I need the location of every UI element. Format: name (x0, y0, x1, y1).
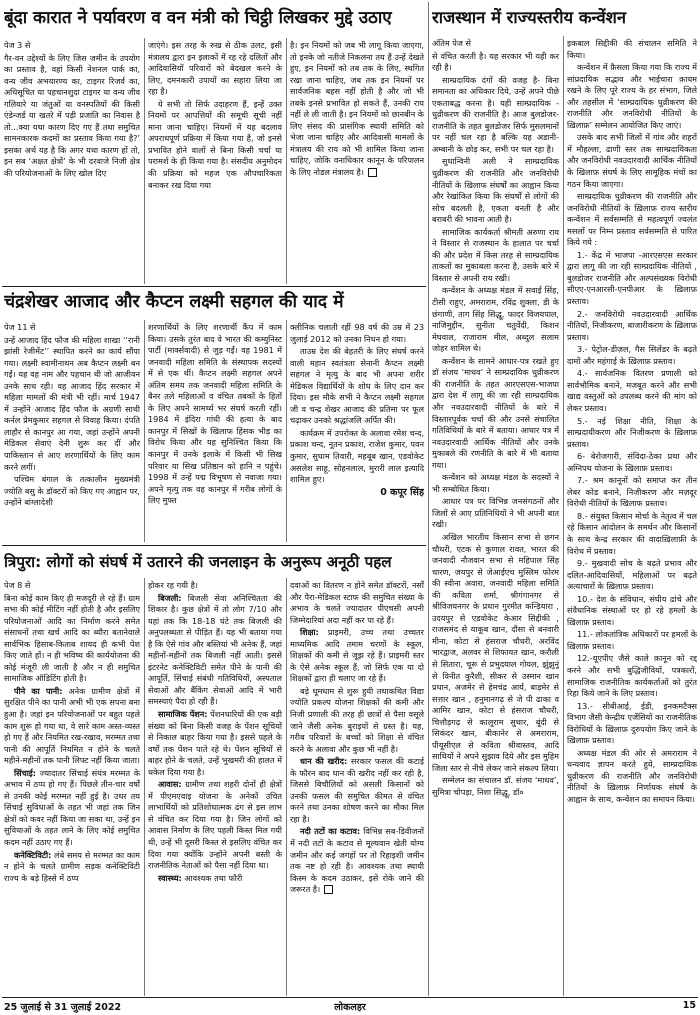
article3-paragraph: शरणार्थियों के लिए शरणार्थी कैंप में काम किया। उसके तुरंत बाद वे भारत की कम्युनिस्ट पार्टी (मार्क्सवादी) से जुड़ गईं। वह 1981 में जनवादी महिला समिति के संस्थापक सदस्यों में से एक थीं। कैप्टन लक्ष्मी सहगल अपने अंतिम समय तक जनवादी महिला समिति के बैनर तले महिलाओं व वंचित तबकों के हितों के लिए अपने सामर्थ्य भर संघर्ष करती रहीं। 1984 में इंदिरा गांधी की हत्या के बाद कानपुर में सिखों के खिलाफ हिंसक भीड़ का विरोध किया और यह सुनिश्चित किया कि कानपुर में उनके इलाके में किसी भी सिख परिवार या सिख प्रतिष्ठान को हानि न पहुंचे। 1998 में उन्हें पद्म विभूषण से नवाजा गया। अपने मृत्यु तक वह कानपुर में गरीब लोगों के लिए मुफ्त (148, 322, 282, 506)
article3-headline: चंद्रशेखर आजाद और कैप्टन लक्ष्मी सहगल की याद में (4, 292, 344, 312)
article3-paragraph: क्लीनिक चलाती रहीं 98 वर्ष की उम्र में 23 जुलाई 2012 को उनका निधन हो गया। (290, 322, 424, 344)
article1-continued-from: पेज 3 से (4, 40, 31, 50)
article4-paragraph: कनेक्टिविटी: लंबे समय से मरम्मत का काम न होने के चलते ग्रामीण सड़क कनेक्टिविटी राज्य के बड़े हिस्से में ठप्प (4, 849, 140, 883)
article4-column-3 (290, 580, 424, 996)
article3-column-2 (148, 322, 282, 542)
article1-column-3 (290, 40, 424, 284)
resolution-item: 9.- मुखवादी सोच के बढ़ते प्रभाव और दलित-आदिवासियों, महिलाओं पर बढ़ते अत्याचारों के ख़िलाफ़ प्रस्ताव। (567, 558, 697, 592)
article2-paragraph: कन्वेंशन के अध्यक्ष मंडल में सवाई सिंह, टीसी राहुए, अमराराम, रविंद्र शुक्ला, डी के छंगाणी, ताग सिंह सिद्धू, फादर विजयपाल, नाजिमुद्दीन, सुनीता चतुर्वेदी, किशन मेघवाल, राजाराम मील, अब्दुल सलाम जोहर शामिल थे। (432, 285, 559, 354)
article3-continued-from: पेज 11 से (4, 322, 36, 332)
column-rule (144, 38, 145, 284)
article4-paragraph: पीने का पानी: अनेक ग्रामीण क्षेत्रों में सुरक्षित पीने का पानी अभी भी एक सपना बना हुआ है। जहां इन परियोजनाओं पर बहुत पहले काम शुरू हो गया था, वे सारे काम अस्त-व्यस्त हो गए हैं और नियमित रख-रखाव, मरम्मत तथा पानी की आपूर्ति नियमित न होने के चलते महीने-महीनों तक पानी लिफ्ट नहीं किया जाता। (4, 685, 140, 766)
resolution-item: 7.- श्रम कानूनों को समाप्त कर तीन लेबर कोड बनाने, निजीकरण और मज़दूर विरोधी नीतियों के खिलाफ प्रस्ताव। (567, 475, 697, 509)
article1-column-2 (148, 40, 282, 284)
article4-column-2 (148, 580, 282, 996)
resolution-item: 4.- सार्वजनिक वितरण प्रणाली को सार्वभौमिक बनाने, मजबूत करने और सभी खाद्य वस्तुओं को उपलब्ध करने की मांग को लेकर प्रस्ताव। (567, 368, 697, 413)
resolution-item: 8.- संयुक्त किसान मोर्चा के नेतृत्व में चल रहे किसान आंदोलन के समर्थन और किसानों के साथ केन्द्र सरकार की वादाख़िलाफ़ी के विरोध में प्रस्ताव। (567, 510, 697, 556)
article2-paragraph: से वंचित करती है। यह सरकार भी यही कर रही है। (432, 50, 559, 73)
article1-paragraph: है। इन नियमों को जब भी लागू किया जाएगा, तो इनके जो नतीजे निकलना तय हैं उन्हें देखते हुए, इन नियमों को तब तक के लिए, स्थगित रखा जाना चाहिए, जब तक इन नियमों पर सार्वजनिक बहस नहीं होती है और जो भी तबके इनसे प्रभावित हो सकते हैं, उनकी राय नहीं ले ली जाती है। इन नियमों को छानबीन के लिए संसद की प्रासंगिक स्थायी समिति को भेजा जाना चाहिए और आदिवासी मामलों के मंत्रालय की राय को भी शामिल किया जाना चाहिए, जोकि वनाधिकार कानून के परिपालन के लिए नोडल मंत्रालय है। (290, 40, 424, 178)
article3-byline: 0 कपूर सिंह (380, 486, 424, 498)
article1-column-1 (4, 40, 140, 284)
article2-paragraph: कन्वेंशन के सामने आधार-पत्र रखते हुए डॉ संजय ‘माधव’ ने साम्प्रदायिक धुव्रीकरण की राजनीति के तहत आरएसएस-भाजपा द्वारा देश में लागू की जा रही साम्प्रदायिक और नवउदारवादी नीतियों के बारे में विस्तारपूर्वक चर्चा की और उनसे संचालित गतिविधियों के बारे में बताया। आधार पत्र में नवउदारवादी आर्थिक नीतियों और उनके मुकाबले की रणनीति के बारे में भी बताया गया। (432, 355, 559, 470)
article1-paragraph: जाएंगे। इस तरह के रुख से ठीक उलट, इसी मंत्रालय द्वारा इन इलाकों में रह रहे दलितों और आदिवासियों परिवारों को बेदखल करने के लिए, दमनकारी उपायों का सहारा लिया जा रहा है। (148, 40, 282, 97)
article2-paragraph: कन्वेंशन में फ़ैसला किया गया कि राज्य में सांप्रदायिक सद्भाव और भाईचारा क़ायम रखने के लिए पूरे राज्य के हर संभाग, जिले और तहसील में ‘साम्प्रदायिक धुव्रीकरण की राजनीति और जनविरोधी नीतियों के ख़िलाफ़’ सम्मेलन आयोजित किए जाएं। (567, 62, 697, 130)
article3-column-3 (290, 322, 424, 542)
article4-paragraph: सिंचाई: ज्यादातर सिंचाई संयंत्र मरम्मत के अभाव में ठप्प हो गए हैं। पिछले तीन-चार वर्षों से उनकी कोई मरम्मत नहीं हुई है। उधर तय सिंचाई सुविधाओं के तहत भी जहां तक जिन क्षेत्रों को कवर नहीं किया जा सका था, उन्हें इन सुविधाओं के तहत लाने के लिए कोई समुचित कदम नहीं उठाए गए हैं। (4, 767, 140, 848)
article3-paragraph: उन्हें आजाद हिंद फौज की महिला शाखा ‘‘रानी झांसी रेजीमेंट’’ स्थापित करने का कार्य सौंपा गया। लक्ष्मी स्वामीनाथन अब कैप्टन लक्ष्मी बन गईं। यह वह नाम और पहचान थी जो आजीवन उनके साथ रही। वह आजाद हिंद सरकार में महिला मामलों की मंत्री भी रहीं। मार्च 1947 में उन्होंने आजाद हिंद फौज के अग्रणी साथी कर्नल प्रेमकुमार सहगल से विवाह किया। दंपति लाहौर से कानपुर आ गया, जहां उन्होंने अपनी मेडिकल सेवाएं देनी शुरू कर दीं और पाकिस्तान से आए शरणार्थियों के लिए काम करने लगीं। (4, 334, 140, 472)
resolution-item: 12.-यूएपीए जैसे काले क़ानून को रद्द करने और सभी बुद्धिजीवियों, पत्रकारों, सामाजिक राजनीतिक कार्यकर्ताओं को तुरंत रिहा किये जाने के लिए प्रस्ताव। (567, 653, 697, 699)
article3-paragraph: ताउम्र देश की बेहतरी के लिए संघर्ष करने वाली महान स्वतंत्रता सेनानी कैप्टन लक्ष्मी सहगल ने मृत्यु के बाद भी अपना शरीर मेडिकल विद्यार्थियों के शोध के लिए दान कर दिया। इस मौके सभी ने कैप्टन लक्ष्मी सहगल जी व चन्द्र शेखर आजाद की प्रतिमा पर फूल चढ़ाकर उनको श्रद्धांजलि अर्पित की। (290, 346, 424, 426)
article-end-mark (324, 885, 333, 894)
article2-column-2 (567, 38, 697, 996)
article4-headline: त्रिपुरा: लोगों को संघर्ष में उतारने की जनलाइन के अनुरूप अनूठी पहल (4, 553, 392, 571)
article1-headline: बूंदा कारात ने पर्यावरण व वन मंत्री को चिट्ठी लिखकर मुद्दे उठाए (4, 8, 392, 28)
article-end-mark (368, 168, 377, 177)
column-rule (144, 320, 145, 542)
resolution-item: 1.- केंद्र में भाजपा -आरएसएस सरकार द्वारा लागू की जा रही साम्प्रदायिक नीतियों , बुलडोजर राजनीति और अल्पसंख्यक विरोधी सीएए-एनआरसी-एनपीआर के ख़िलाफ़ प्रस्ताव। (567, 249, 697, 307)
section-divider (2, 286, 426, 287)
article2-paragraph: साम्प्रदायिक दंगों की वजह है- बिना समानता का अधिकार दिये, उन्हें अपने पीछे एकताबद्ध करना है। यही साम्प्रदायिक - धुव्रीकरण की राजनीति है। आज बुलडोजर-राजनीति के तहत बुलडोजर सिर्फ मुसलमानों पर नहीं चल रहा है बल्कि यह अडानी-अम्बानी के छोड़ कर, सभी पर चल रहा है। (432, 74, 559, 154)
column-rule (286, 578, 287, 996)
article4-paragraph: आवास: ग्रामीण तथा शहरी दोनों ही क्षेत्रों में पीएमएवाइ योजना के अनेकों उचित लाभार्थियों को प्रतिशोधात्मक ढंग से इस लाभ से वंचित कर दिया गया है। जिन लोगों को आवास निर्माण के लिए पहली किस्त मिल गयी थी, उन्हें भी दूसरी किस्त से इसलिए वंचित कर दिया गया क्योंकि उन्होंने अपनी बस्ती के राजनीतिक नेताओं को पैसा नहीं दिया था। (148, 779, 282, 871)
article4-paragraph: होकर रह गयी है। (148, 580, 198, 590)
resolution-item: 5.- नई शिक्षा नीति, शिक्षा के साम्प्रदायीकरण और निजीकरण के ख़िलाफ़ प्रस्ताव। (567, 415, 697, 449)
article4-paragraph: धान की खरीद: सरकार फसल की कटाई के फौरन बाद धान की खरीद नहीं कर रही है, जिससे बिचौलियों को असली किसानों को उनकी फसल की समुचित कीमत से वंचित करने तथा उनका शोषण करने का मौका मिल रहा है। (290, 756, 424, 824)
article4-column-1 (4, 580, 140, 996)
column-rule (428, 2, 429, 996)
article2-paragraph: अध्यक्ष मंडल की ओर से अमराराम ने धन्यवाद ज्ञापन करते हुये, साम्प्रदायिक धुव्रीकरण की राजनीति और जनविरोधी नीतियों के ख़िलाफ़ निर्णायक संघर्ष के आह्वान के साथ, कन्वेंशन का समापन किया। (567, 747, 697, 804)
article1-paragraph: ये सभी तो सिर्फ उदाहरण हैं, इन्हें उक्त नियमों पर आपत्तियों की समूची सूची नहीं माना जाना चाहिए। नियमों में यह बदलाव अपराधपूर्ण प्रक्रिया में किया गया है, जो इनसे प्रभावित होने वालों से बिना किसी चर्चा या परामर्श के ही किया गया है। संसदीय अनुमोदन की प्रक्रिया को महज एक औपचारिकता बनाकर रख दिया गया (148, 98, 282, 190)
article2-paragraph: कन्वेंशन को अध्यक्ष मंडल के सदस्यों ने भी सम्बोधित किया। (432, 472, 559, 494)
article4-paragraph: नदी तटों का कटाव: विभिन्न सब-डिवीजनों में नदी तटों के कटाव से मूल्यवान खेती योग्य जमीन और कई जगहों पर तो रिहाइशी जमीन तक नष्ट हो रही है। आवश्यक तथा स्थायी किस्म के कदम उठाकर, इसे रोके जाने की जरूरत है। (290, 826, 424, 895)
article4-paragraph: स्वास्थ्य: आवश्यक तथा फौरी (158, 872, 243, 883)
resolution-item: 10.- देश के संविधान, संघीय ढांचे और संवैधानिक संस्थाओं पर हो रहे हमलों के ख़िलाफ़ प्रस्ताव। (567, 593, 697, 627)
article2-paragraph: सम्मेलन का संचालन डॉ. संजय ‘माधव’, सुमित्रा चोपड़ा, निशा सिद्धू, डॉ० (432, 775, 559, 797)
footer-page-number: 15 (682, 1000, 696, 1011)
footer-paper-name: लोकलहर (334, 1002, 366, 1013)
column-rule (286, 320, 287, 542)
article1-paragraph: गैर-वन उद्देश्यों के लिए जिस जमीन के उपयोग का प्रस्ताव है, वहां किसी नेशनल पार्क का, वन्य जीव अभयारण्य का, टाइगर रिजर्व का, अधिसूचित या पहचानशुदा टाइगर या वन्य जीव गलियारे या जंतुओं या वनस्पतियों की किसी एंडेन्जर्ड या खतरे में पड़ी प्रजाति का निवास है तो...क्या यथा कारण दिए गए हैं तथा समुचित सामनकारक कदमों का प्रस्ताव किया गया है?’ इसका अर्थ यह है कि अगर यथा कारण हों तो, इन सब ‘अक्षत क्षेत्रों’ के भी दरवाजे निजी क्षेत्र की परियोजनाओं के लिए खोल दिए (4, 52, 140, 179)
column-rule (286, 38, 287, 284)
article2-paragraph: सामाजिक कार्यकर्ता श्रीमती अरुणा राय ने विस्तार से राजस्थान के हालात पर चर्चा की और प्रदेश में किस तरह से साम्प्रदायिक ताकतों का मुकाबला करना है, उसके बारे में विस्तार से अपनी राय रखी। (432, 226, 559, 283)
article4-paragraph: सामाजिक पेंशन: पेंशनधारियों की एक बड़ी संख्या को बिना किसी वजह के पेंशन सूचियों से निकाल बाहर किया गया है। इससे पहले के वर्षों तक पेंशन पाते रहे थे। पेंशन सूचियों से बाहर होने के चलते, उन्हें भुखमरी की हालत में धकेल दिया गया है। (148, 709, 282, 777)
resolution-item: 6- बेरोजगारी, संविदा-ठेका प्रथा और अग्निपथ योजना के ख़िलाफ़ प्रस्ताव। (567, 451, 697, 473)
article2-paragraph: साम्प्रदायिक धुव्रीकरण की राजनीति और जनविरोधी नीतियों के ख़िलाफ़ राज्य स्तरीय कन्वेंशन में सर्वसम्मति से महत्वपूर्ण ज्वलंत मसलों पर निम्न प्रस्ताव सर्वसम्मति से पारित किये गये : (567, 191, 697, 248)
resolution-item: 13.- सीबीआई, ईडी, इनकमटैक्स विभाग जैसी केन्द्रीय एजेंसियों का राजनीतिक विरोधियों के ख़िलाफ़ दुरुपयोग किए जाने के ख़िलाफ़ प्रस्ताव। (567, 700, 697, 746)
article2-paragraph: आधार पत्र पर विभिन्न जनसंगठनों और जिलों से आए प्रतिनिधियों ने भी अपनी बात रखी। (432, 496, 559, 530)
article4-continued-from: पेज 8 से (4, 580, 31, 590)
column-rule (144, 578, 145, 996)
article2-paragraph: इकबाल सिद्दीकी की संचालन समिति ने किया। (567, 38, 697, 60)
column-rule (563, 36, 564, 996)
article4-paragraph: बिना कोई काम किए ही मजदूरी ले रहे हैं। ग्राम सभा की कोई मीटिंग नहीं होती है और इसलिए परियोजनाओं आदि का निर्माण करने समेत संसाधनों तथा खर्च आदि का ब्यौरा बतानेवाले सार्वभिक हिसाब-किताब शायद ही कभी पेश किए जाते हों। न ही भविष्य की कार्ययोजना की कोई मंजूरी ली जाती है और न ही समुचित सामाजिक ऑडिटिंग होती है। (4, 592, 140, 684)
resolution-item: 2.- जनविरोधी नवउदारवादी आर्थिक नीतियों, निजीकरण, बाजारीकरण के ख़िलाफ़ प्रस्ताव। (567, 308, 697, 342)
article2-paragraph: सुधान्विनी अली ने साम्प्रदायिक धुव्रीकरण की राजनीति और जनविरोधी नीतियों के खिलाफ संघर्षों का आह्वान किया और रेखांकित किया कि संघर्षों से लोगों की सोच बदलती है, एकता बनती है और बराबरी की भावना आती है। (432, 156, 559, 225)
article2-paragraph: उसके बाद सभी जिलों में गांव और शहरों में मौहल्ला, ढाणी स्तर तक साम्प्रदायिकता और जनविरोधी नवउदारवादी आर्थिक नीतियों के खिलाफ़ संघर्ष के लिए सामूहिक मंचों का गठन किया जाएगा। (567, 132, 697, 189)
article3-paragraph: पश्चिम बंगाल के तत्कालीन मुख्यमंत्री ज्योति बसु के डॉक्टरों को किए गए आह्वान पर, उन्होंने बांग्लादेशी (4, 474, 140, 508)
article3-column-1 (4, 322, 140, 542)
article2-column-1 (432, 38, 559, 996)
resolution-item: 3.- पेट्रोल-डीज़ल, गैस सिलेंडर के बढ़ते दामों और महंगाई के ख़िलाफ़ प्रस्ताव। (567, 344, 697, 366)
article3-paragraph: कार्यक्रम में उपरोक्त के अलावा रमेश चन्द, प्रकाश चन्द, नूतन प्रकाश, राजेश कुमार, पवन कुमार, सुधाम तिवारी, महबूब खान, एडवोकेट असलेश साहू, सोहनलाल, मुरारी लाल इत्यादि शामिल हुए। (290, 427, 424, 485)
article2-paragraph: अखिल भारतीय किसान सभा से छगन चौधरी, एटक से कुणाल रावत, भारत की जनवादी नौजवान सभा से महिपाल सिंह चारण, जयपुर से जेआईएच मुस्लिम फोरम की स्वीना अवारा, जनवादी महिला समिति की कविता शर्मा, श्रीगंगानगर से श्रीविजयनगर के प्रधान गुरमीत कन्ड़ियारा , उदयपुर से एडवोकेट केआर सिद्दीकी , राजसमंद से याकूब खान, दौसा से बनवारी मीना, कोटा से हंसराज चौधरी, अरविंद भारद्वाज, अलवर से शिफायत खान, करौली से सितारा, चूरू से प्रभुदयाल गोयल, झुंझुनूं से विनीत कुरैशी, सीकर से उस्मान खान प्रधान, अजमेर से हेमचंद्र आर्य, बाड़मेर से सत्तार खान , हनुमानगढ़ से जे पी ढाका व आमिर खान, कोटा से हंसराज चौधरी, चित्तौड़गढ़ से कालूराम सुथार, बूंदी से सिकंदर खान, बीकानेर से अमराराम, पीयूसीएल से कविता श्रीवास्तव, आदि साथियों ने अपने सुझाव दिये और इस मुहिम जिला स्तर से नीचे लेकर जाने संकल्प लिया। (432, 531, 559, 773)
footer-date: 25 जुलाई से 31 जुलाई 2022 (4, 1002, 122, 1013)
article2-headline: राजस्थान में राज्यस्तरीय कन्वेंशन (432, 8, 627, 27)
article4-paragraph: बिजली: बिजली सेवा अनिश्चितता की शिकार है। कुछ क्षेत्रों में तो लोग 7/10 और यहां तक कि 18-18 घंटे तक बिजली की अनुपलब्धता से पीड़ित हैं। यह भी बताया गया है कि ऐसे गांव और बस्तियां भी अनेक हैं, जहां महीनों-महीनों तक बिजली नहीं आती। इससे इंटरनेट कनेक्टिविटी समेत पीने के पानी की आपूर्ति, सिंचाई संबंधी गतिविधियों, अस्पताल सेवाओं और बैंकिंग सेवाओं आदि में भारी समस्याएं पैदा हो रही हैं। (148, 592, 282, 707)
resolution-item: 11.- लोकतांत्रिक अधिकारों पर हमलों के ख़िलाफ़ प्रस्ताव। (567, 629, 697, 651)
article4-paragraph: दवाओं का वितरण न होने समेत डॉक्टरों, नर्सों और पैरा-मेडिकल स्टाफ की समुचित संख्या के अभाव के चलते ज्यादातर पीएचसी अपनी जिम्मेदारियां अदा नहीं कर पा रहे हैं। (290, 580, 424, 625)
footer-divider (2, 997, 698, 998)
section-divider (2, 545, 426, 546)
article4-paragraph: शिक्षा: प्राइमरी, उच्च तथा उच्चतर माध्यमिक आदि तमाम चरणों के स्कूल, शिक्षकों की कमी से जूझ रहे हैं। प्राइमरी स्तर के ऐसे अनेक स्कूल हैं, जो सिर्फ एक या दो शिक्षकों द्वारा ही चलाए जा रहे हैं। (290, 627, 424, 684)
article4-paragraph: बड़े धूमधाम से शुरू हुयी तथाकथित विद्या ज्योति प्रकल्प योजना शिक्षकों की कमी और निजी प्रणाली की तरह ही छात्रों से पैसा वसूले जाने जैसी अनेक बुराइयों से ग्रस्त है। यह, गरीब परिवारों के बच्चों को शिक्षा से वंचित करने के अलावा और कुछ भी नहीं है। (290, 685, 424, 754)
article2-continued-from: अंतिम पेज से (432, 38, 471, 48)
